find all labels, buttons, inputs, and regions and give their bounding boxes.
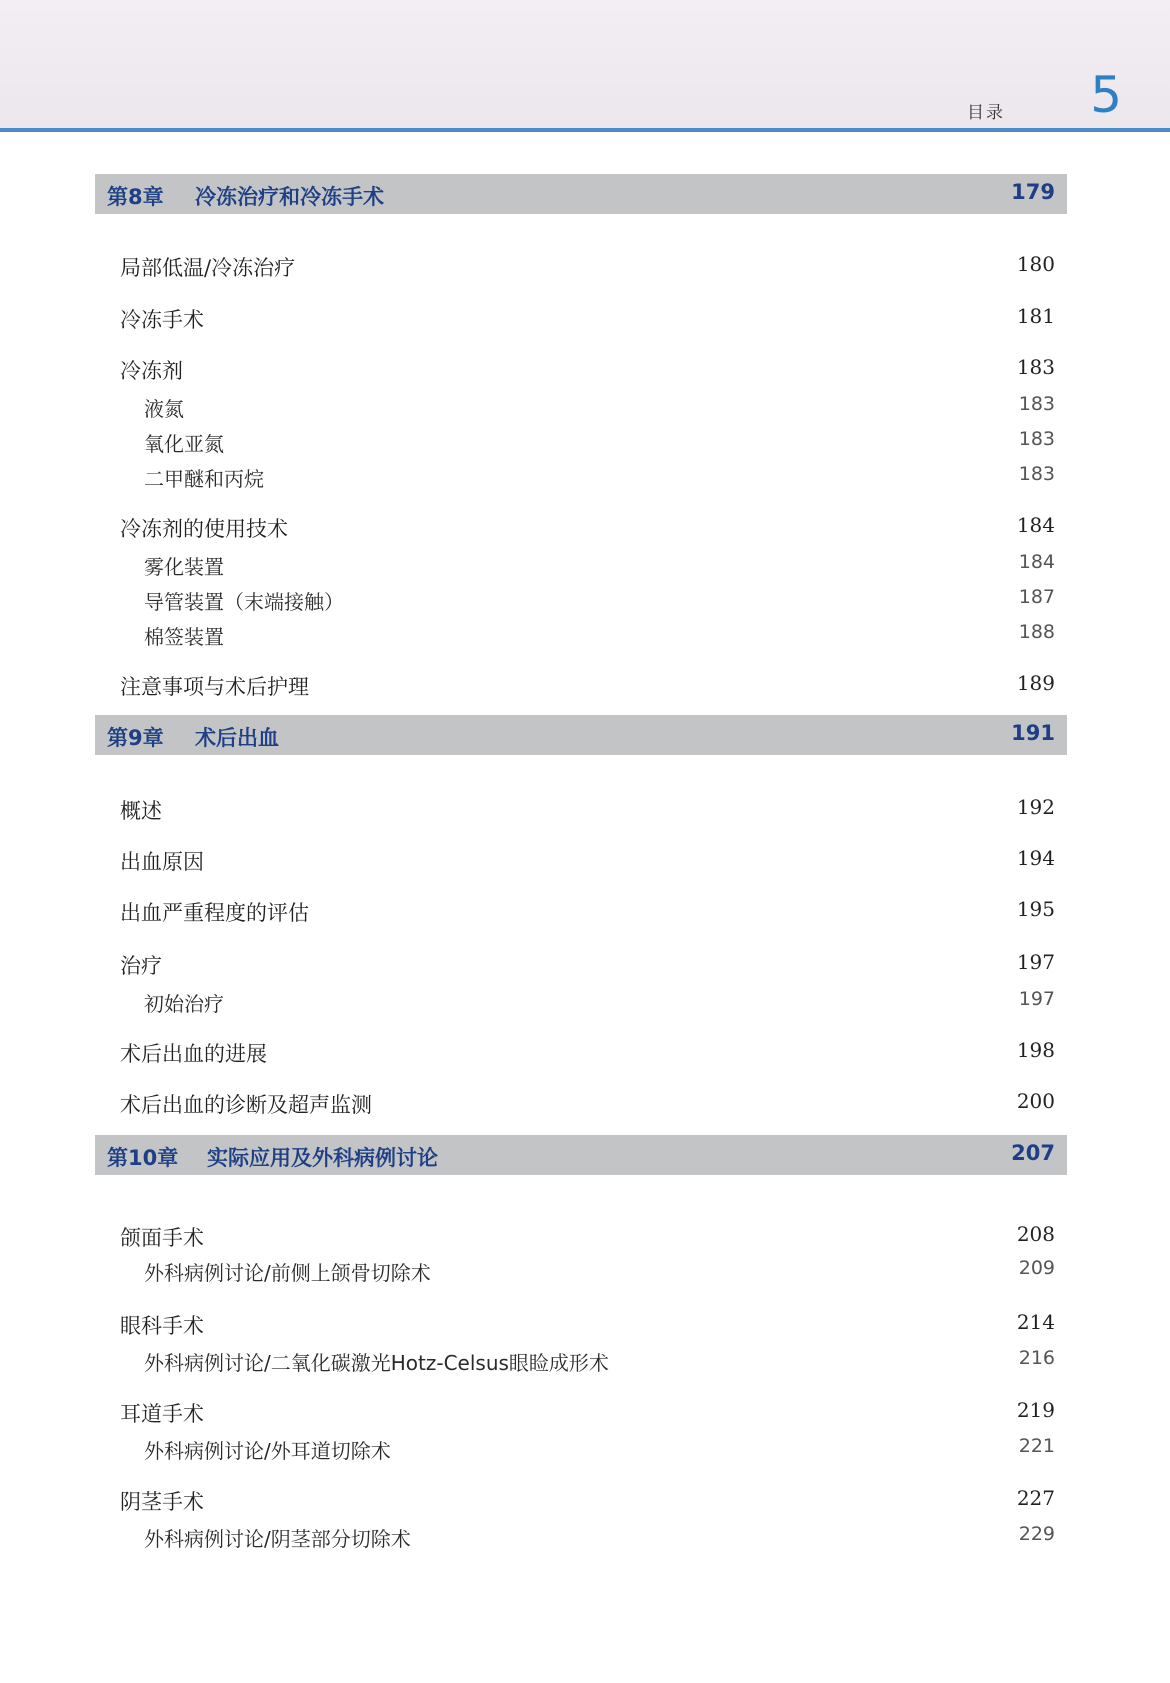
toc-subentry[interactable] (120, 1435, 1055, 1465)
entry-page: 183 (1018, 393, 1055, 415)
toc-entry[interactable] (120, 1398, 1055, 1428)
toc-entry[interactable] (120, 671, 1055, 701)
toc-entry[interactable] (120, 1222, 1055, 1252)
entry-page: 187 (1018, 586, 1055, 608)
entry-label: 棉签装置 (144, 625, 224, 649)
chapter-heading[interactable] (95, 174, 1067, 214)
entry-label: 外科病例讨论/外耳道切除术 (144, 1439, 391, 1463)
page-header (0, 0, 1170, 132)
entry-label: 概述 (120, 799, 162, 823)
entry-page: 221 (1018, 1435, 1055, 1457)
toc-subentry[interactable] (120, 621, 1055, 651)
entry-page: 180 (1016, 252, 1055, 276)
entry-page: 209 (1018, 1257, 1055, 1279)
entry-page: 214 (1016, 1310, 1055, 1334)
entry-page: 183 (1018, 428, 1055, 450)
entry-page: 216 (1018, 1347, 1055, 1369)
entry-label: 初始治疗 (144, 992, 224, 1016)
entry-label: 术后出血的诊断及超声监测 (120, 1093, 372, 1117)
chapter-page: 207 (1011, 1141, 1055, 1165)
toc-subentry[interactable] (120, 988, 1055, 1018)
entry-page: 183 (1018, 463, 1055, 485)
toc-subentry[interactable] (120, 1523, 1055, 1553)
toc-subentry[interactable] (120, 428, 1055, 458)
entry-page: 229 (1018, 1523, 1055, 1545)
entry-label: 眼科手术 (120, 1314, 204, 1338)
entry-label: 阴茎手术 (120, 1490, 204, 1514)
entry-label: 外科病例讨论/前侧上颌骨切除术 (144, 1261, 431, 1285)
toc-subentry[interactable] (120, 551, 1055, 581)
entry-label: 外科病例讨论/阴茎部分切除术 (144, 1527, 411, 1551)
entry-label: 液氮 (144, 397, 184, 421)
entry-page: 188 (1018, 621, 1055, 643)
toc-entry[interactable] (120, 1310, 1055, 1340)
entry-page: 195 (1016, 897, 1055, 921)
page-number: 5 (1090, 66, 1122, 124)
toc-entry[interactable] (120, 304, 1055, 334)
toc-entry[interactable] (120, 795, 1055, 825)
entry-page: 181 (1016, 304, 1055, 328)
entry-label: 注意事项与术后护理 (120, 675, 309, 699)
entry-label: 术后出血的进展 (120, 1042, 267, 1066)
entry-label: 颌面手术 (120, 1226, 204, 1250)
toc-subentry[interactable] (120, 463, 1055, 493)
entry-label: 冷冻剂的使用技术 (120, 517, 288, 541)
entry-label: 冷冻手术 (120, 308, 204, 332)
chapter-heading[interactable] (95, 1135, 1067, 1175)
toc-entry[interactable] (120, 252, 1055, 282)
chapter-number: 第10章 (107, 1146, 179, 1170)
toc-subentry[interactable] (120, 1257, 1055, 1287)
entry-label: 耳道手术 (120, 1402, 204, 1426)
entry-page: 184 (1018, 551, 1055, 573)
toc-entry[interactable] (120, 897, 1055, 927)
entry-label: 二甲醚和丙烷 (144, 467, 264, 491)
entry-label: 治疗 (120, 954, 162, 978)
chapter-page: 179 (1011, 180, 1055, 204)
entry-label: 冷冻剂 (120, 359, 183, 383)
entry-page: 208 (1016, 1222, 1055, 1246)
running-title: 目录 (967, 103, 1005, 123)
entry-label: 局部低温/冷冻治疗 (120, 256, 296, 280)
toc-entry[interactable] (120, 513, 1055, 543)
entry-label: 雾化装置 (144, 555, 224, 579)
toc-entry[interactable] (120, 950, 1055, 980)
chapter-title: 实际应用及外科病例讨论 (207, 1146, 438, 1170)
toc-entry[interactable] (120, 1486, 1055, 1516)
toc-subentry[interactable] (120, 586, 1055, 616)
entry-page: 192 (1016, 795, 1055, 819)
toc-entry[interactable] (120, 355, 1055, 385)
toc-subentry[interactable] (120, 393, 1055, 423)
entry-label: 出血严重程度的评估 (120, 901, 309, 925)
entry-page: 197 (1018, 988, 1055, 1010)
chapter-page: 191 (1011, 721, 1055, 745)
entry-label: 外科病例讨论/二氧化碳激光Hotz-Celsus眼睑成形术 (144, 1351, 609, 1375)
chapter-number: 第8章 (107, 185, 164, 209)
entry-page: 227 (1016, 1486, 1055, 1510)
chapter-title: 术后出血 (195, 726, 279, 750)
toc-entry[interactable] (120, 846, 1055, 876)
entry-page: 194 (1016, 846, 1055, 870)
entry-page: 183 (1016, 355, 1055, 379)
entry-label: 氧化亚氮 (144, 432, 224, 456)
entry-page: 198 (1016, 1038, 1055, 1062)
toc-entry[interactable] (120, 1089, 1055, 1119)
entry-page: 184 (1016, 513, 1055, 537)
entry-page: 200 (1016, 1089, 1055, 1113)
entry-label: 导管装置（末端接触） (144, 590, 344, 614)
entry-page: 189 (1016, 671, 1055, 695)
chapter-title: 冷冻治疗和冷冻手术 (195, 185, 384, 209)
chapter-heading[interactable] (95, 715, 1067, 755)
chapter-number: 第9章 (107, 726, 164, 750)
entry-page: 219 (1016, 1398, 1055, 1422)
entry-page: 197 (1016, 950, 1055, 974)
toc-entry[interactable] (120, 1038, 1055, 1068)
entry-label: 出血原因 (120, 850, 204, 874)
toc-subentry[interactable] (120, 1347, 1055, 1377)
